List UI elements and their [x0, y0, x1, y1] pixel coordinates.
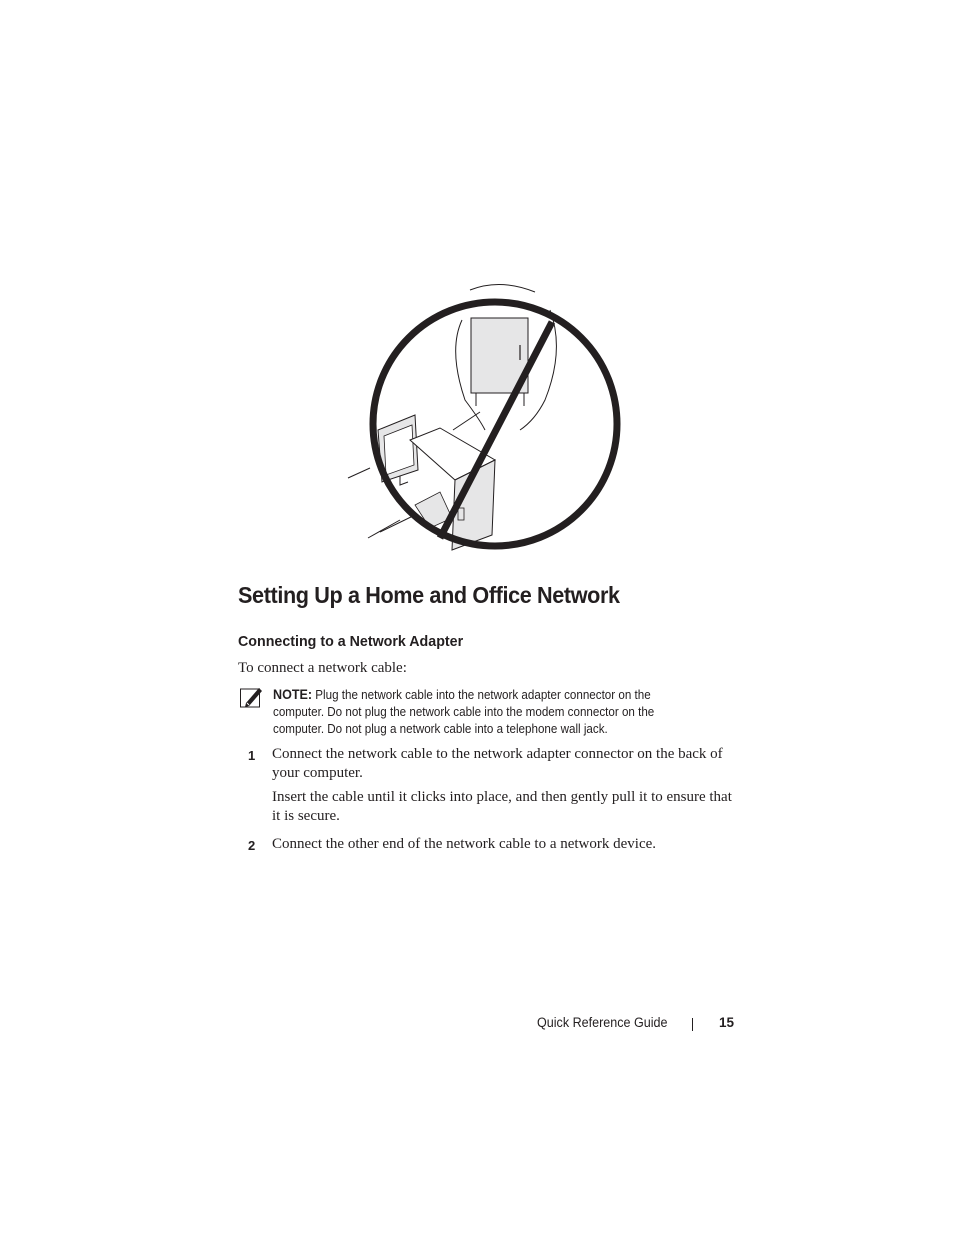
step-number: 1 [248, 748, 256, 763]
footer-separator [692, 1018, 693, 1031]
note-text [273, 686, 687, 738]
page-number: 15 [719, 1015, 735, 1030]
note-body: Plug the network cable into the network adapter connector on the computer. Do not plug the network cable into the modem connector on the computer. Do not plug a network cable into a telephone wall jack. [273, 688, 655, 736]
pencil-note-icon [240, 686, 263, 708]
note-label: NOTE: [273, 687, 313, 702]
prohibition-sign-icon [340, 270, 640, 560]
step-number: 2 [248, 838, 256, 853]
step-text: Connect the other end of the network cable to a network device. [272, 836, 657, 852]
footer-guide-title: Quick Reference Guide [537, 1015, 668, 1030]
subsection-title: Connecting to a Network Adapter [238, 633, 464, 650]
intro-text: To connect a network cable: [238, 660, 407, 676]
step-detail: Insert the cable until it clicks into place, and then gently pull it to ensure that it is secure. [272, 789, 732, 824]
step-text: Connect the network cable to the network adapter connector on the back of your computer. [272, 746, 723, 781]
prohibited-placement-illustration [340, 270, 640, 560]
section-title: Setting Up a Home and Office Network [238, 582, 620, 608]
